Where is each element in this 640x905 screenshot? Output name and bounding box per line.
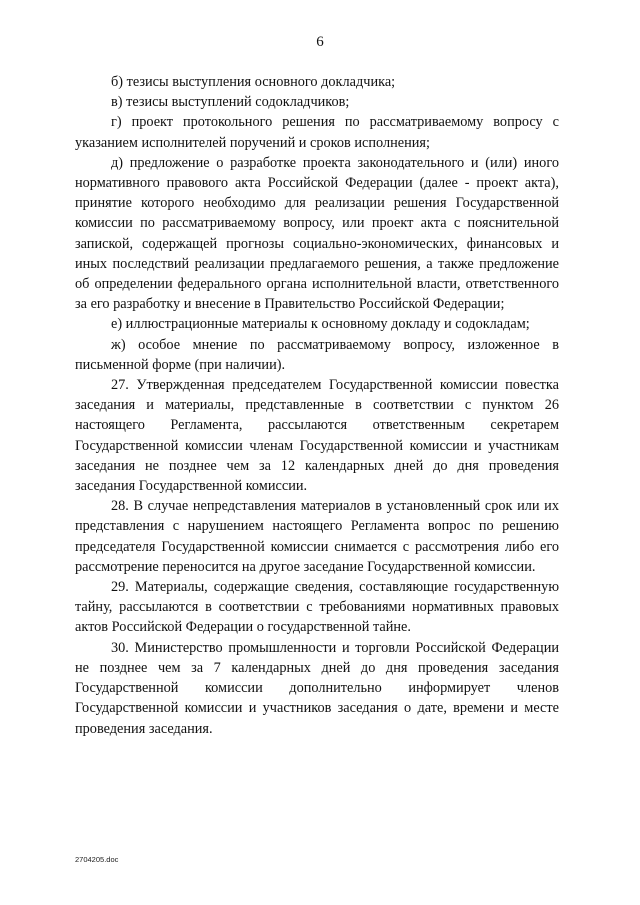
paragraph-clause-30: 30. Министерство промышленности и торговли Российской Федерации не позднее чем за 7 календарных дней до дня проведения заседания Государственной комиссии дополнительно информирует членов Государственной комиссии и участников заседания о дате, времени и месте проведения заседания.	[75, 639, 559, 737]
page-number: 6	[316, 34, 324, 50]
paragraph-item-d: д) предложение о разработке проекта законодательного и (или) иного нормативного правового акта Российской Федерации (далее - проект акта), принятие которого необходимо для реализации решения Государственной комиссии по рассматриваемому вопросу, или проект акта с пояснительной запиской, содержащей прогнозы социально-экономических, финансовых и иных последствий реализации предлагаемого решения, а также предложение об определении федерального органа исполнительной власти, ответственного за его разработку и внесение в Правительство Российской Федерации;	[75, 154, 559, 313]
paragraph-item-v: в) тезисы выступлений содокладчиков;	[111, 94, 350, 111]
paragraph-clause-28: 28. В случае непредставления материалов в установленный срок или их представления с нарушением настоящего Регламента вопрос по решению председателя Государственной комиссии снимается с рассмотрения либо его рассмотрение переносится на другое заседание Государственной комиссии.	[75, 498, 559, 575]
document-body	[75, 72, 559, 739]
paragraph-item-e: е) иллюстрационные материалы к основному докладу и содокладам;	[111, 316, 530, 333]
paragraph-item-g: г) проект протокольного решения по рассматриваемому вопросу с указанием исполнителей поручений и сроков исполнения;	[75, 114, 559, 151]
paragraph-item-b: б) тезисы выступления основного докладчика;	[111, 74, 396, 90]
file-name-footer: 2704205.doc	[75, 855, 119, 864]
paragraph-clause-29: 29. Материалы, содержащие сведения, составляющие государственную тайну, рассылаются в соответствии с требованиями нормативных правовых актов Российской Федерации о государственной тайне.	[75, 579, 559, 636]
paragraph-clause-27: 27. Утвержденная председателем Государственной комиссии повестка заседания и материалы, представленные в соответствии с пунктом 26 настоящего Регламента, рассылаются ответственным секретарем Государственной комиссии членам Государственной комиссии и участникам заседания не позднее чем за 12 календарных дней до дня проведения заседания Государственной комиссии.	[75, 377, 559, 495]
paragraph-item-zh: ж) особое мнение по рассматриваемому вопросу, изложенное в письменной форме (при наличии).	[75, 336, 559, 373]
